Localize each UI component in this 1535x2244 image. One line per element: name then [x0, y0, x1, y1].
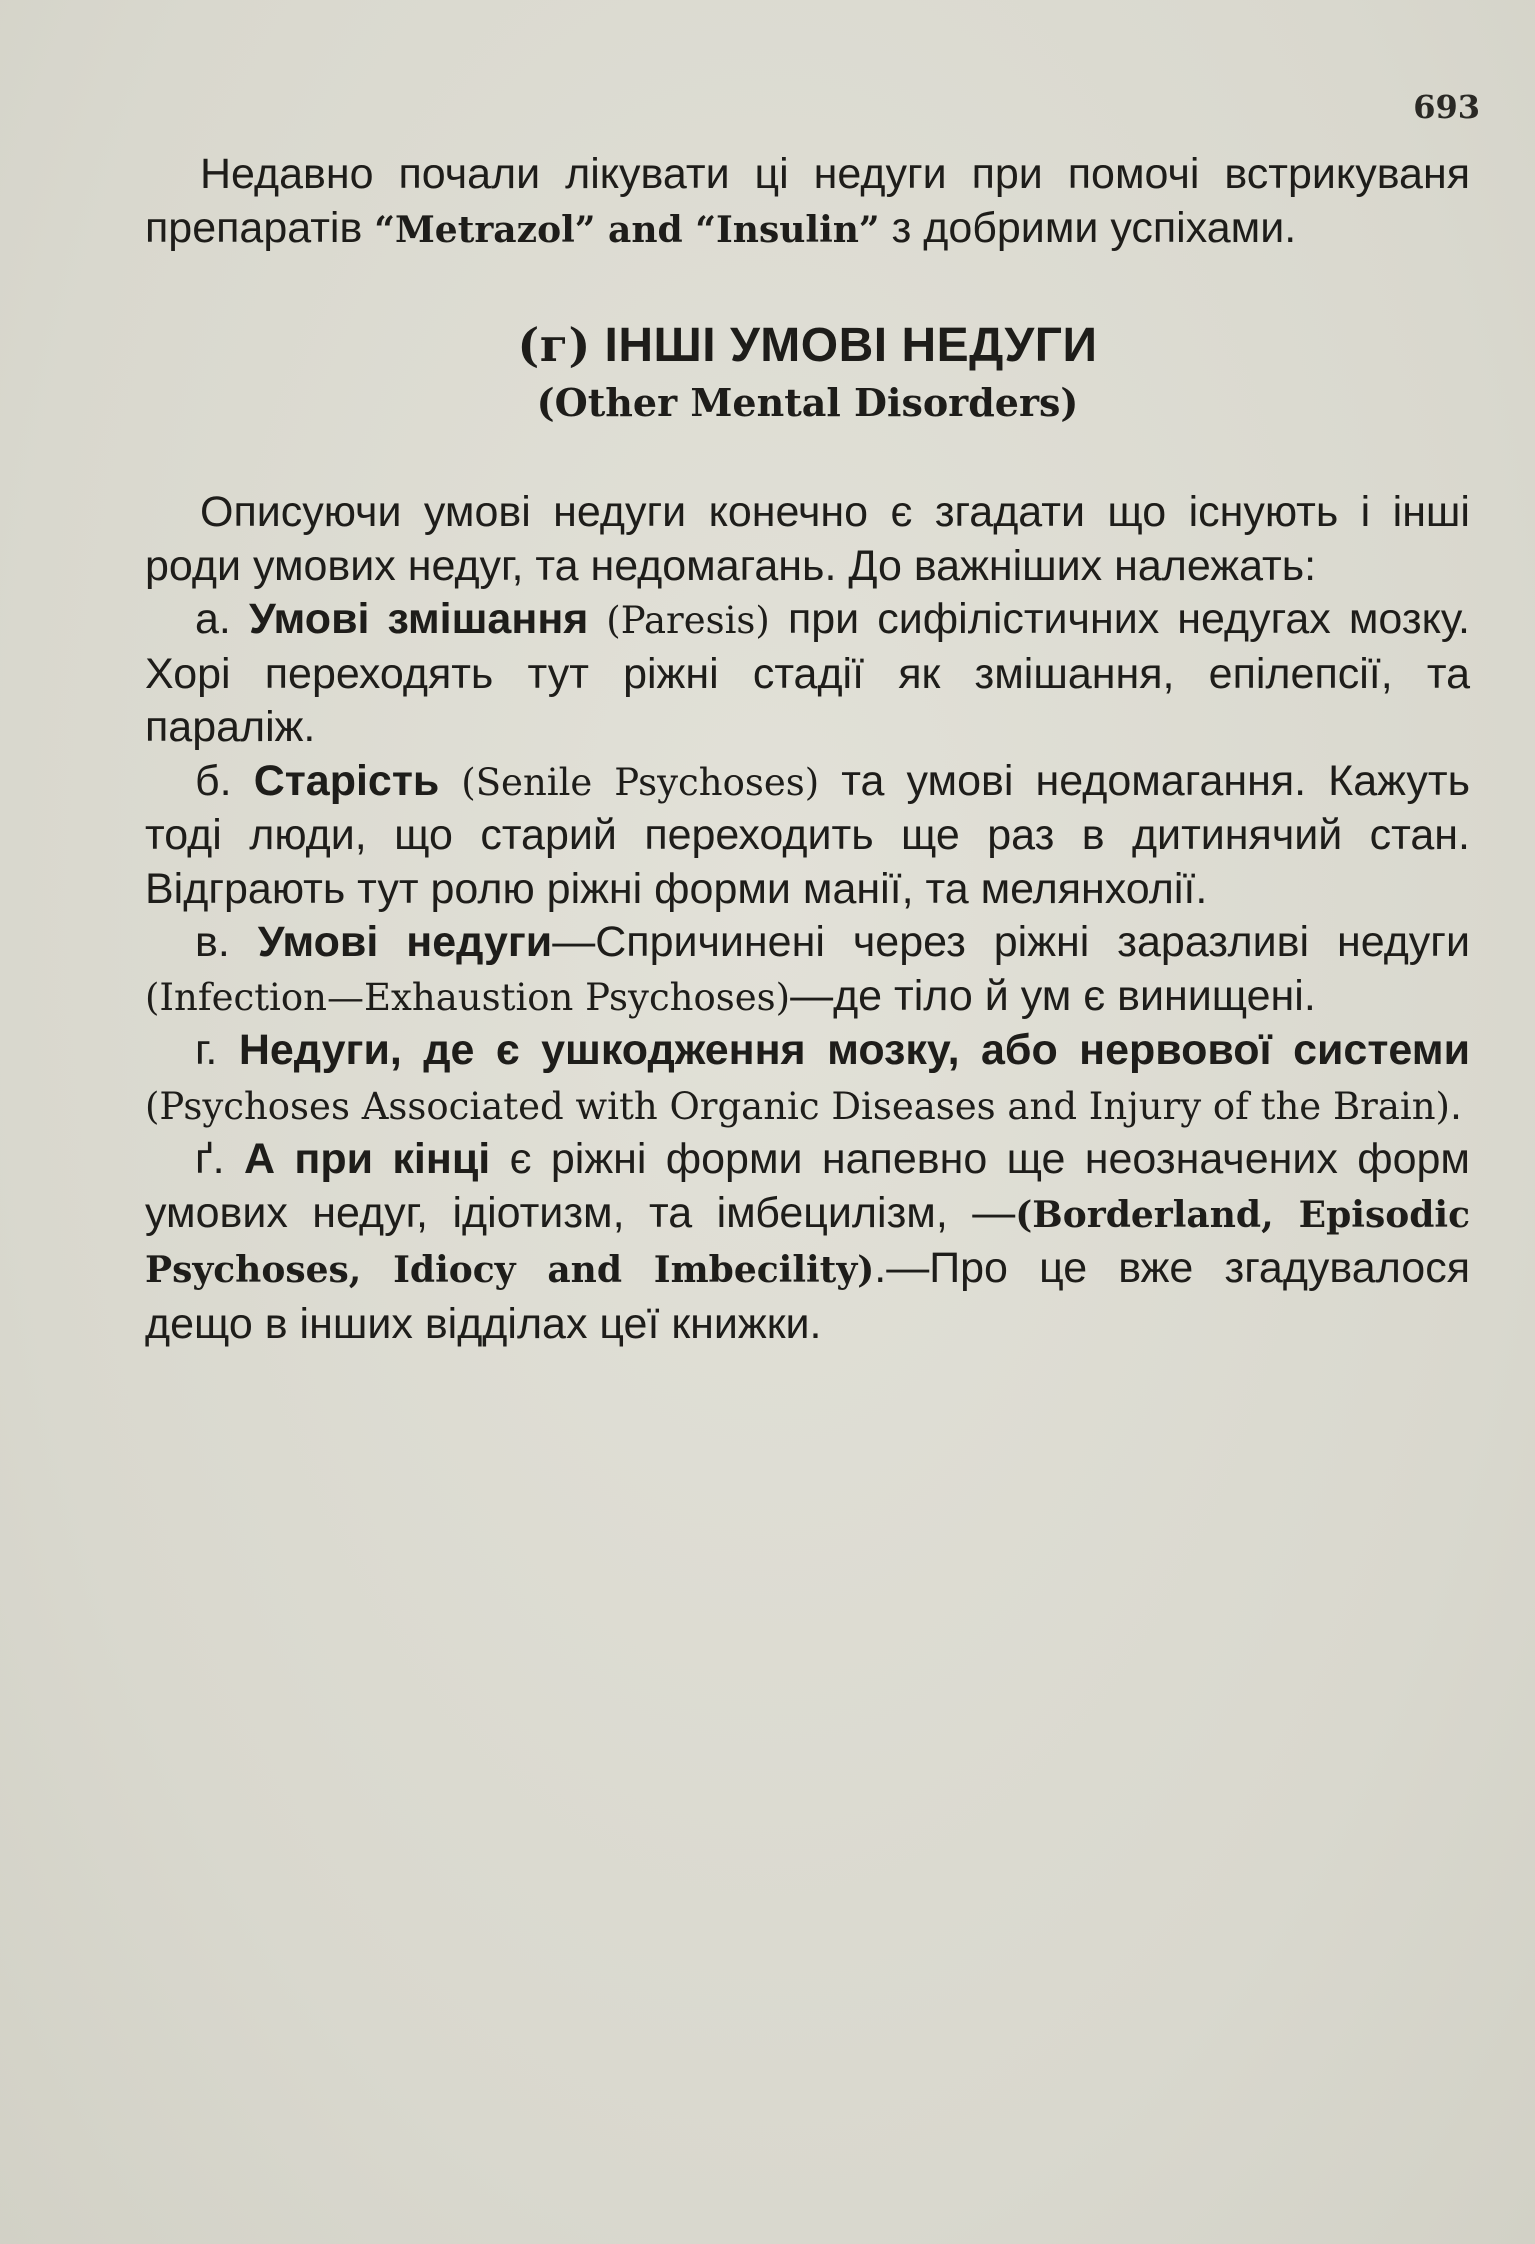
list-item-ge [145, 1133, 1470, 1351]
intro-text-2: з добрими успіхами. [879, 203, 1297, 252]
item-term: А при кінці [243, 1135, 491, 1183]
section-title: ІНШІ УМОВІ НЕДУГИ [590, 319, 1098, 372]
item-text-a: є ріжні форми напевно ще неозначених форм умових недуг, ідіотизм, та імбецилізм, — [145, 1135, 1470, 1237]
page-text [145, 148, 1470, 1351]
list-item-b [145, 755, 1470, 917]
item-marker: ґ. [195, 1135, 244, 1183]
item-marker: б. [195, 756, 254, 805]
list-item-v [145, 916, 1470, 1024]
item-term: Старість [253, 756, 440, 805]
section-subtitle: (Other Mental Disorders) [536, 380, 1079, 425]
item-marker: а. [195, 595, 249, 643]
item-text: . [1450, 1080, 1462, 1129]
item-text-a: —Спричинені через ріжні заразливі недуги [552, 918, 1470, 966]
and-word: and [595, 208, 696, 251]
item-latin: (Borderland, Episodic Psychoses, Idiocy and Imbecility) [145, 1193, 1470, 1291]
item-text-b: .—Про це вже згадувалося дещо в інших відділах цеї книжки. [145, 1244, 1470, 1348]
list-item-g [145, 1024, 1470, 1133]
list-item-a [145, 593, 1470, 755]
section-heading [145, 315, 1470, 376]
item-latin: (Psychoses Associated with Organic Diseases and Injury of the Brain) [145, 1084, 1450, 1128]
metrazol-term: “Metrazol” [374, 208, 596, 251]
item-term: Недуги, де є ушкодження мозку, або нервової системи [238, 1026, 1470, 1074]
intro-paragraph [145, 148, 1470, 257]
item-marker: г. [195, 1026, 239, 1074]
item-term: Умові змішання [248, 595, 589, 643]
intro-text-1: Недавно почали лікувати ці недуги при помочі встрикуваня препаратів [145, 150, 1470, 252]
item-text-b: —де тіло й ум є винищені. [790, 971, 1316, 1020]
item-latin: (Senile Psychoses) [439, 760, 820, 804]
item-latin: (Paresis) [588, 599, 770, 642]
lead-paragraph: Описуючи умові недуги конечно є згадати що існують і інші роди умових недуг, та недомагань. До важніших належать: [145, 488, 1470, 590]
item-text: та умові недомагання. Кажуть тоді люди, що старий переходить ще раз в дитинячий стан. Відграють тут ролю ріжні форми манії, та мелянхолії. [145, 756, 1470, 913]
item-latin: (Infection—Exhaustion Psychoses) [145, 975, 791, 1019]
page-number: 693 [1413, 88, 1480, 126]
item-text: при сифілістичних недугах мозку. Хорі переходять тут ріжні стадії як змішання, епілепсії, та параліж. [145, 595, 1471, 751]
section-letter: (г) [517, 318, 591, 372]
item-marker: в. [195, 918, 258, 966]
insulin-term: “Insulin” [695, 208, 880, 251]
item-term: Умові недуги [257, 918, 553, 966]
